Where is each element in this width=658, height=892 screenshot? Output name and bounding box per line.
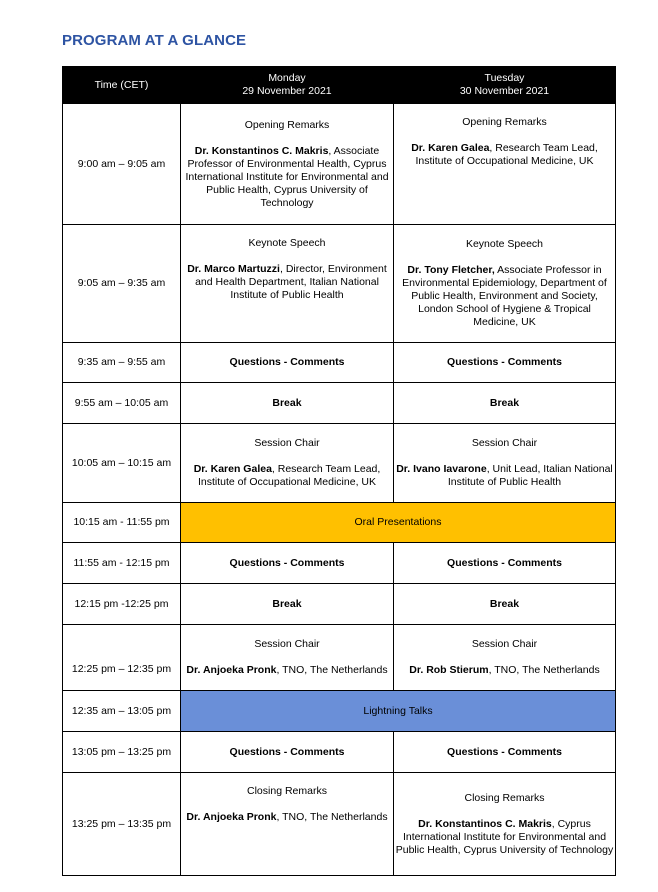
table-row [63, 732, 616, 773]
table-row [63, 383, 616, 424]
tuesday-cell: Session Chair Dr. Rob Stierum, TNO, The Netherlands [394, 625, 616, 691]
time-cell: 13:05 pm – 13:25 pm [63, 732, 181, 773]
table-row [63, 343, 616, 383]
tuesday-cell: Break [394, 383, 616, 424]
monday-cell: Opening Remarks Dr. Konstantinos C. Makris, Associate Professor of Environmental Health, Cyprus International Institute for Environmental and Public Health, Cyprus University of Technology [181, 104, 394, 225]
monday-cell: Questions - Comments [181, 543, 394, 584]
time-cell: 9:55 am – 10:05 am [63, 383, 181, 424]
table-row [63, 104, 616, 225]
header-monday: Monday 29 November 2021 [181, 67, 394, 104]
program-table [62, 66, 616, 876]
table-row [63, 773, 616, 876]
tuesday-cell: Opening Remarks Dr. Karen Galea, Research Team Lead, Institute of Occupational Medicine, UK [394, 104, 616, 225]
tuesday-cell: Keynote Speech Dr. Tony Fletcher, Associate Professor in Environmental Epidemiology, Department of Public Health, Environment and Society, London School of Hygiene & Tropical Medicine, UK [394, 225, 616, 343]
monday-cell: Questions - Comments [181, 732, 394, 773]
table-row [63, 625, 616, 691]
tuesday-cell: Questions - Comments [394, 543, 616, 584]
time-cell: 10:15 am - 11:55 pm [63, 503, 181, 543]
time-cell: 12:15 pm -12:25 pm [63, 584, 181, 625]
oral-presentations-cell: Oral Presentations [181, 503, 616, 543]
time-cell: 9:05 am – 9:35 am [63, 225, 181, 343]
time-cell: 9:35 am – 9:55 am [63, 343, 181, 383]
monday-cell: Questions - Comments [181, 343, 394, 383]
table-header [63, 67, 616, 104]
tuesday-cell: Questions - Comments [394, 343, 616, 383]
tuesday-cell: Questions - Comments [394, 732, 616, 773]
table-row [63, 584, 616, 625]
header-tuesday: Tuesday 30 November 2021 [394, 67, 616, 104]
tuesday-cell: Session Chair Dr. Ivano Iavarone, Unit Lead, Italian National Institute of Public Health [394, 424, 616, 503]
time-cell: 12:25 pm – 12:35 pm [63, 625, 181, 691]
monday-cell: Break [181, 584, 394, 625]
time-cell: 13:25 pm – 13:35 pm [63, 773, 181, 876]
monday-cell: Keynote Speech Dr. Marco Martuzzi, Director, Environment and Health Department, Italian National Institute of Public Health [181, 225, 394, 343]
time-cell: 10:05 am – 10:15 am [63, 424, 181, 503]
time-cell: 11:55 am - 12:15 pm [63, 543, 181, 584]
monday-cell: Session Chair Dr. Karen Galea, Research Team Lead, Institute of Occupational Medicine, UK [181, 424, 394, 503]
time-cell: 12:35 am – 13:05 pm [63, 691, 181, 732]
header-time: Time (CET) [63, 67, 181, 104]
page-title: PROGRAM AT A GLANCE [62, 32, 247, 49]
monday-cell: Closing Remarks Dr. Anjoeka Pronk, TNO, The Netherlands [181, 773, 394, 876]
table-row [63, 225, 616, 343]
tuesday-cell: Break [394, 584, 616, 625]
table-row [63, 691, 616, 732]
table-row [63, 424, 616, 503]
table-row [63, 543, 616, 584]
monday-cell: Session Chair Dr. Anjoeka Pronk, TNO, The Netherlands [181, 625, 394, 691]
lightning-talks-cell: Lightning Talks [181, 691, 616, 732]
table-row [63, 503, 616, 543]
time-cell: 9:00 am – 9:05 am [63, 104, 181, 225]
tuesday-cell: Closing Remarks Dr. Konstantinos C. Makris, Cyprus International Institute for Environmental and Public Health, Cyprus University of Technology [394, 773, 616, 876]
monday-cell: Break [181, 383, 394, 424]
